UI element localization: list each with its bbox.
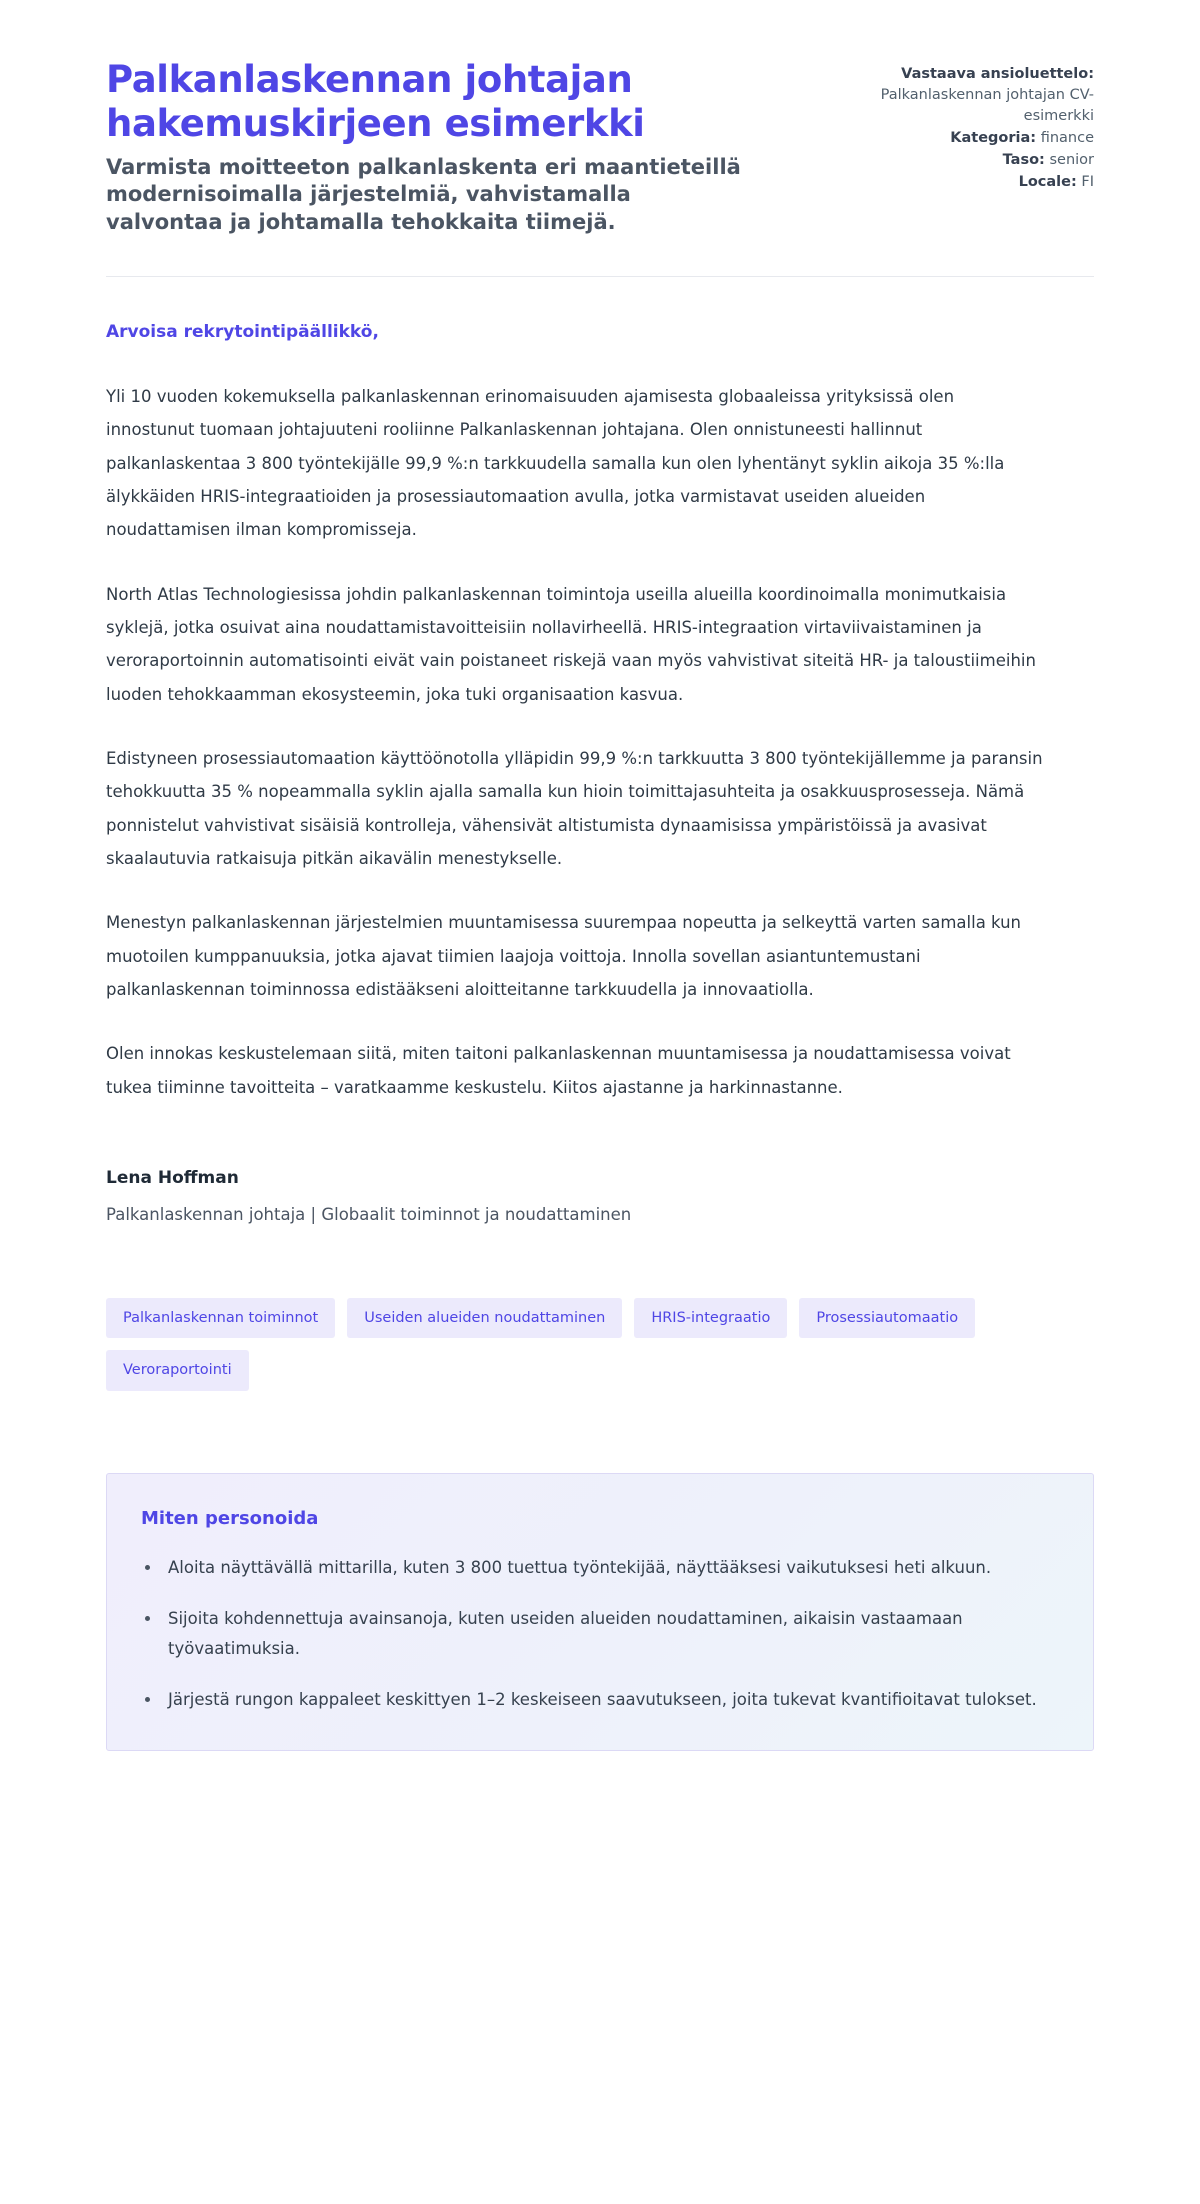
tag-chip[interactable]: HRIS-integraatio (634, 1298, 787, 1339)
meta-category (864, 128, 1094, 149)
meta-category-value: finance (1040, 130, 1094, 147)
callout-title: Miten personoida (141, 1507, 319, 1529)
personalization-callout (106, 1473, 1094, 1751)
callout-tip-list (141, 1553, 1055, 1716)
list-item (141, 1685, 1041, 1716)
letter-paragraph: Edistyneen prosessiautomaation käyttöönotolla ylläpidin 99,9 %:n tarkkuutta 3 800 työntekijällemme ja paransin tehokkuutta 35 % nopeammalla syklin ajalla samalla kun hioin toimittajasuhteita ja osakkuusprosesseja. Nämä ponnistelut vahvistivat sisäisiä kontrolleja, vähensivät altistumista dynaamisissa ympäristöissä ja avasivat skaalautuvia ratkaisuja pitkän aikavälin menestykselle. (106, 748, 1043, 868)
page-title: Palkanlaskennan johtajan hakemuskirjeen esimerkki (106, 58, 645, 146)
bullet-icon (145, 1565, 150, 1570)
letter-paragraph: Olen innokas keskustelemaan siitä, miten taitoni palkanlaskennan muuntamisessa ja noudattamisessa voivat tukea tiiminne tavoitteita – varatkaamme keskustelu. Kiitos ajastanne ja harkinnastanne. (106, 1044, 1011, 1097)
meta-related-resume-value: Palkanlaskennan johtajan CV-esimerkki (880, 87, 1094, 125)
header-title-block (106, 58, 824, 236)
document-header (106, 0, 1094, 236)
list-item-text: Sijoita kohdennettuja avainsanoja, kuten useiden alueiden noudattaminen, aikaisin vastaamaan työvaatimuksia. (168, 1608, 963, 1659)
meta-level-label: Taso: (1002, 152, 1045, 169)
tag-chip[interactable]: Prosessiautomaatio (799, 1298, 975, 1339)
list-item-text: Aloita näyttävällä mittarilla, kuten 3 800 tuettua työntekijää, näyttääksesi vaikutuksesi heti alkuun. (168, 1557, 992, 1577)
letter-signature (106, 1168, 1094, 1224)
meta-related-resume (864, 64, 1094, 127)
list-item-text: Järjestä rungon kappaleet keskittyen 1–2 keskeiseen saavutukseen, joita tukevat kvantifioitavat tulokset. (168, 1689, 1037, 1709)
letter-paragraph: Yli 10 vuoden kokemuksella palkanlaskennan erinomaisuuden ajamisesta globaaleissa yrityksissä olen innostunut tuomaan johtajuuteni rooliinne Palkanlaskennan johtajana. Olen onnistuneesti hallinnut palkanlaskentaa 3 800 työntekijälle 99,9 %:n tarkkuudella samalla kun olen lyhentänyt syklin aikoja 35 %:lla älykkäiden HRIS-integraatioiden ja prosessiautomaation avulla, jotka varmistavat useiden alueiden noudattamisen ilman kompromisseja. (106, 386, 1005, 540)
meta-locale (864, 172, 1094, 193)
tag-chip[interactable]: Veroraportointi (106, 1350, 249, 1391)
meta-locale-label: Locale: (1018, 174, 1077, 191)
signature-name: Lena Hoffman (106, 1167, 239, 1188)
meta-locale-value: FI (1081, 174, 1094, 191)
tag-chip[interactable]: Useiden alueiden noudattaminen (347, 1298, 622, 1339)
tag-chip[interactable]: Palkanlaskennan toiminnot (106, 1298, 335, 1339)
bullet-icon (145, 1616, 150, 1621)
signature-role: Palkanlaskennan johtaja | Globaalit toiminnot ja noudattaminen (106, 1204, 632, 1224)
bullet-icon (145, 1697, 150, 1702)
tag-list (106, 1298, 1094, 1391)
letter-paragraph: North Atlas Technologiesissa johdin palkanlaskennan toimintoja useilla alueilla koordinoimalla monimutkaisia syklejä, jotka osuivat aina noudattamistavoitteisiin nollavirheellä. HRIS-integraation virtaviivaistaminen ja veroraportoinnin automatisointi eivät vain poistaneet riskejä vaan myös vahvistivat siteitä HR- ja taloustiimeihin luoden tehokkaamman ekosysteemin, joka tuki organisaation kasvua. (106, 584, 1036, 704)
document-metadata (864, 58, 1094, 194)
meta-level-value: senior (1049, 152, 1094, 169)
cover-letter-body (106, 277, 1094, 1751)
list-item (141, 1604, 1041, 1665)
letter-paragraph: Menestyn palkanlaskennan järjestelmien muuntamisessa suurempaa nopeutta ja selkeyttä varten samalla kun muotoilen kumppanuuksia, jotka ajavat tiimien laajoja voittoja. Innolla sovellan asiantuntemustani palkanlaskennan toiminnossa edistääkseni aloitteitanne tarkkuudella ja innovaatiolla. (106, 913, 1022, 999)
meta-level (864, 150, 1094, 171)
page-subtitle: Varmista moitteeton palkanlaskenta eri maantieteillä modernisoimalla järjestelmiä, vahvistamalla valvontaa ja johtamalla tehokkaita tiimejä. (106, 155, 741, 234)
meta-category-label: Kategoria: (950, 130, 1037, 147)
meta-related-resume-label: Vastaava ansioluettelo: (901, 66, 1094, 82)
list-item (141, 1553, 1041, 1584)
letter-greeting: Arvoisa rekrytointipäällikkö, (106, 321, 379, 342)
